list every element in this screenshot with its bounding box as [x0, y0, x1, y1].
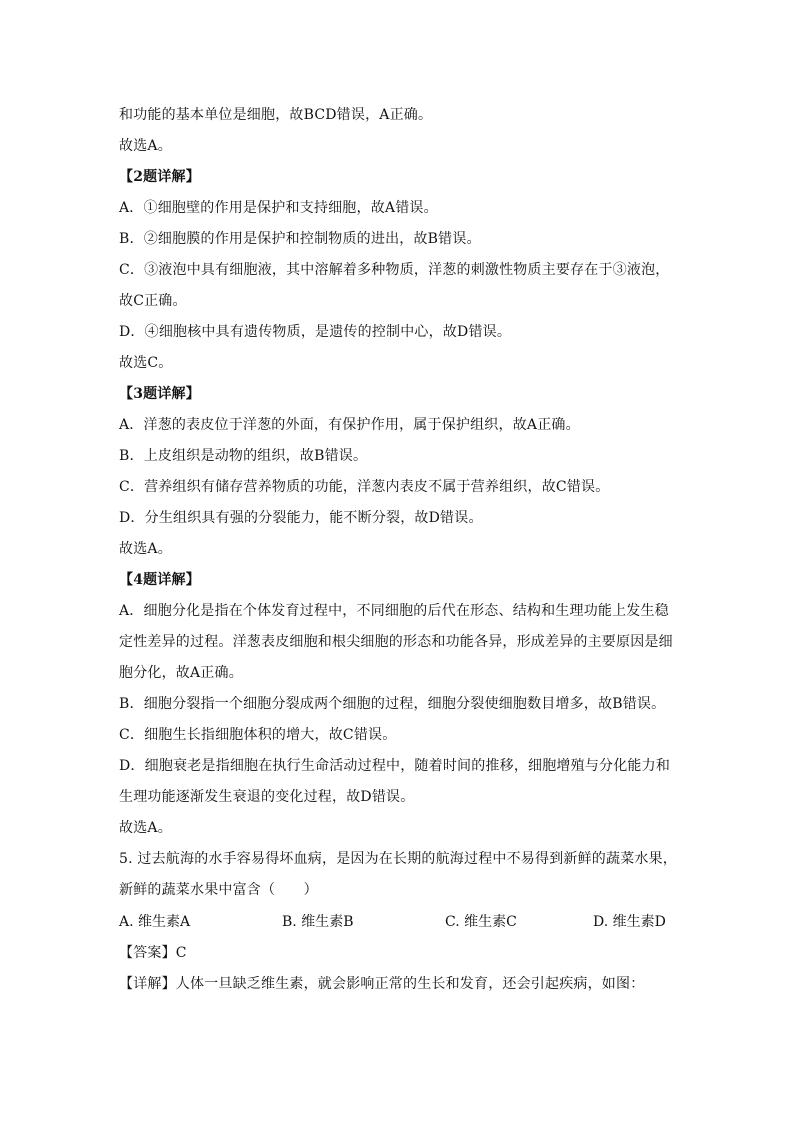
text-line: 故选A。: [119, 820, 172, 836]
text-line: A．洋葱的表皮位于洋葱的外面，有保护作用，属于保护组织，故A正确。: [119, 417, 580, 433]
question-stem: 5. 过去航海的水手容易得坏血病，是因为在长期的航海过程中不易得到新鲜的蔬菜水果，: [119, 851, 678, 867]
text-line: 胞分化，故A正确。: [119, 665, 243, 681]
text-line: 故选A。: [119, 138, 172, 154]
text-line: 故C正确。: [119, 293, 187, 309]
text-line: B．上皮组织是动物的组织，故B错误。: [119, 448, 368, 464]
section-heading: 【4题详解】: [119, 572, 200, 588]
text-line: 生理功能逐渐发生衰退的变化过程，故D错误。: [119, 789, 415, 805]
option-a: A. 维生素A: [119, 914, 191, 930]
question-stem: 新鲜的蔬菜水果中富含（ ）: [119, 882, 318, 898]
text-line: B．②细胞膜的作用是保护和控制物质的进出，故B错误。: [119, 231, 481, 247]
text-line: 故选A。: [119, 541, 172, 557]
text-line: 定性差异的过程。洋葱表皮细胞和根尖细胞的形态和功能各异，形成差异的主要原因是细: [119, 634, 673, 650]
text-line: B．细胞分裂指一个细胞分裂成两个细胞的过程，细胞分裂使细胞数目增多，故B错误。: [119, 696, 666, 712]
text-line: C．营养组织有储存营养物质的功能，洋葱内表皮不属于营养组织，故C错误。: [119, 479, 610, 495]
text-line: C．细胞生长指细胞体积的增大，故C错误。: [119, 727, 397, 743]
text-line: 和功能的基本单位是细胞，故BCD错误，A正确。: [119, 107, 433, 123]
text-line: D．④细胞核中具有遗传物质，是遗传的控制中心，故D错误。: [119, 324, 512, 340]
detail-line: 【详解】人体一旦缺乏维生素，就会影响正常的生长和发育，还会引起疾病，如图：: [119, 976, 645, 992]
option-b: B. 维生素B: [282, 914, 354, 930]
option-c: C. 维生素C: [445, 914, 517, 930]
text-line: 故选C。: [119, 355, 173, 371]
option-d: D. 维生素D: [593, 914, 666, 930]
text-line: D．分生组织具有强的分裂能力，能不断分裂，故D错误。: [119, 510, 483, 526]
text-line: A．细胞分化是指在个体发育过程中，不同细胞的后代在形态、结构和生理功能上发生稳: [119, 603, 669, 619]
text-line: A．①细胞壁的作用是保护和支持细胞，故A错误。: [119, 200, 438, 216]
section-heading: 【3题详解】: [119, 386, 200, 402]
text-line: C．③液泡中具有细胞液，其中溶解着多种物质，洋葱的刺激性物质主要存在于③液泡，: [119, 262, 670, 278]
answer-line: 【答案】C: [119, 945, 187, 961]
section-heading: 【2题详解】: [119, 169, 200, 185]
text-line: D．细胞衰老是指细胞在执行生命活动过程中，随着时间的推移，细胞增殖与分化能力和: [119, 758, 671, 774]
